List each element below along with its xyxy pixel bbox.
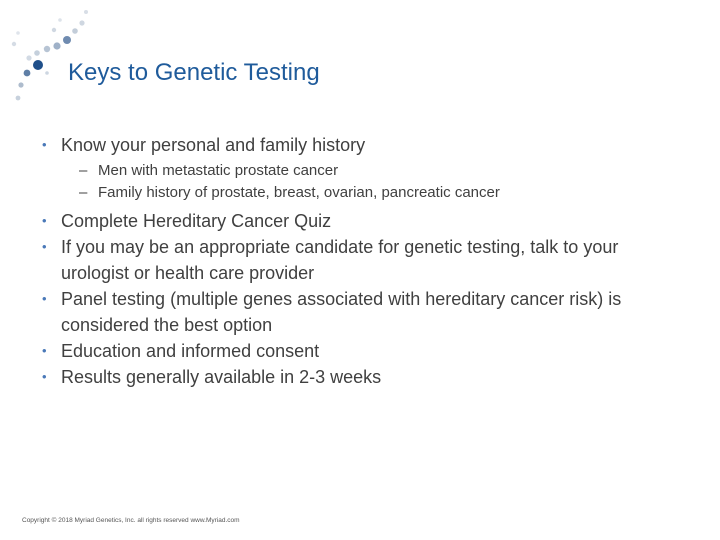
sub-bullet-marker: – — [79, 184, 88, 201]
bullet-text: Know your personal and family history — [61, 135, 366, 155]
sub-bullet-item — [61, 160, 682, 182]
bullet-text: Complete Hereditary Cancer Quiz — [61, 211, 332, 231]
bullet-marker: • — [42, 239, 47, 254]
sub-bullet-marker: – — [79, 162, 88, 179]
bullet-item — [42, 338, 682, 364]
bullet-text: Education and informed consent — [61, 341, 320, 361]
bullet-marker: • — [42, 213, 47, 228]
bullet-marker: • — [42, 137, 47, 152]
copyright-footer: Copyright © 2018 Myriad Genetics, Inc. all rights reserved www.Myriad.com — [22, 517, 240, 524]
bullet-item — [42, 286, 682, 338]
bullet-marker: • — [42, 291, 47, 306]
bullet-item — [42, 364, 682, 390]
dot-arc-logo-icon — [0, 0, 100, 110]
slide-title: Keys to Genetic Testing — [68, 59, 320, 86]
bullet-marker: • — [42, 369, 47, 384]
bullet-text: If you may be an appropriate candidate for genetic testing, talk to your urologist or health care provider — [61, 237, 619, 283]
sub-bullet-text: Family history of prostate, breast, ovarian, pancreatic cancer — [98, 184, 500, 201]
bullet-item — [42, 208, 682, 234]
bullet-text: Panel testing (multiple genes associated with hereditary cancer risk) is considered the best option — [61, 289, 622, 335]
bullet-text: Results generally available in 2-3 weeks — [61, 367, 382, 387]
bullet-item — [42, 234, 682, 286]
bullet-list — [42, 132, 682, 390]
sub-bullet-text: Men with metastatic prostate cancer — [98, 162, 339, 179]
sub-bullet-list — [61, 160, 682, 204]
sub-bullet-item — [61, 182, 682, 204]
bullet-item — [42, 132, 682, 204]
bullet-marker: • — [42, 343, 47, 358]
